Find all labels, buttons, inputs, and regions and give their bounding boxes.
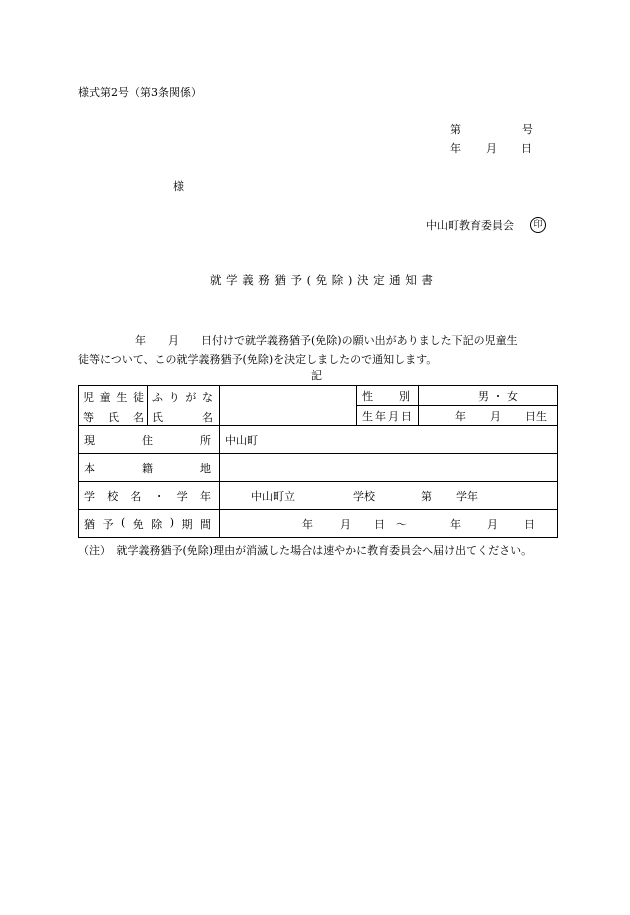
address-label: 現 住 所 [84, 433, 211, 447]
period-label: 猶 予 ( 免 除 ) 期 間 [84, 515, 211, 531]
birth-year: 年 [455, 409, 466, 423]
ki-label: 記 [311, 369, 322, 382]
period-month-2: 月 [487, 517, 498, 531]
child-name-label-1: 児 童 生 徒 [83, 391, 144, 404]
school-value-cell [220, 482, 558, 510]
body-line1: 日付けで就学義務猶予(免除)の願い出がありました下記の児童生 [201, 334, 518, 347]
address-value: 中山町 [225, 433, 258, 447]
sex-options: 男 ・ 女 [478, 389, 518, 403]
date-day: 日 [521, 142, 532, 155]
sex-value-cell [419, 386, 558, 406]
school-label: 学 校 名 ・ 学 年 [84, 489, 211, 503]
period-day-2: 日 [524, 517, 535, 531]
birth-day: 日生 [525, 409, 547, 423]
period-year-2: 年 [450, 517, 461, 531]
honseki-label-cell [79, 454, 220, 482]
grade-suffix: 学年 [456, 489, 478, 503]
honseki-value-cell [220, 454, 558, 482]
period-month-1: 月 [340, 517, 351, 531]
address-value-cell [220, 426, 558, 454]
period-year-1: 年 [302, 517, 313, 531]
school-prefix: 中山町立 [251, 489, 295, 503]
child-name-label-2: 等 氏 名 [83, 411, 144, 424]
date-year: 年 [450, 142, 461, 155]
note: （注） 就学義務猶予(免除)理由が消滅した場合は速やかに教育委員会へ届け出てください。 [78, 544, 533, 557]
furigana-label-cell [148, 386, 220, 426]
shimei-label: 氏 名 [152, 411, 213, 424]
address-label-cell [79, 426, 220, 454]
issuer-name: 中山町教育委員会 [426, 219, 514, 232]
grade-prefix: 第 [421, 489, 432, 503]
period-label-cell [79, 510, 220, 538]
addressee-suffix: 様 [173, 180, 184, 193]
form-number: 様式第2号（第3条関係） [78, 86, 202, 99]
document-title: 就学義務猶予(免除)決定通知書 [210, 273, 438, 287]
body-year: 年 [135, 334, 146, 347]
birth-value-cell [419, 406, 558, 426]
birth-label: 生 年 月 日 [362, 409, 412, 423]
period-tilde: ～ [396, 517, 407, 531]
number-suffix: 号 [522, 123, 533, 136]
birth-month: 月 [490, 409, 501, 423]
child-name-label-cell [79, 386, 148, 426]
details-table [78, 385, 558, 538]
birth-label-cell [357, 406, 419, 426]
date-month: 月 [486, 142, 497, 155]
body-month: 月 [168, 334, 179, 347]
period-day-1: 日 [374, 517, 385, 531]
honseki-label: 本 籍 地 [84, 461, 211, 475]
school-suffix: 学校 [353, 489, 375, 503]
furigana-label: ふ り が な [152, 391, 213, 404]
sex-label: 性 別 [362, 389, 410, 403]
body-line2: 徒等について、この就学義務猶予(免除)を決定しましたので通知します。 [78, 353, 438, 366]
seal-mark: 印 [530, 217, 546, 233]
name-value-cell [220, 386, 357, 426]
school-label-cell [79, 482, 220, 510]
period-value-cell [220, 510, 558, 538]
body-text [78, 331, 558, 369]
number-prefix: 第 [450, 123, 461, 136]
sex-label-cell [357, 386, 419, 406]
